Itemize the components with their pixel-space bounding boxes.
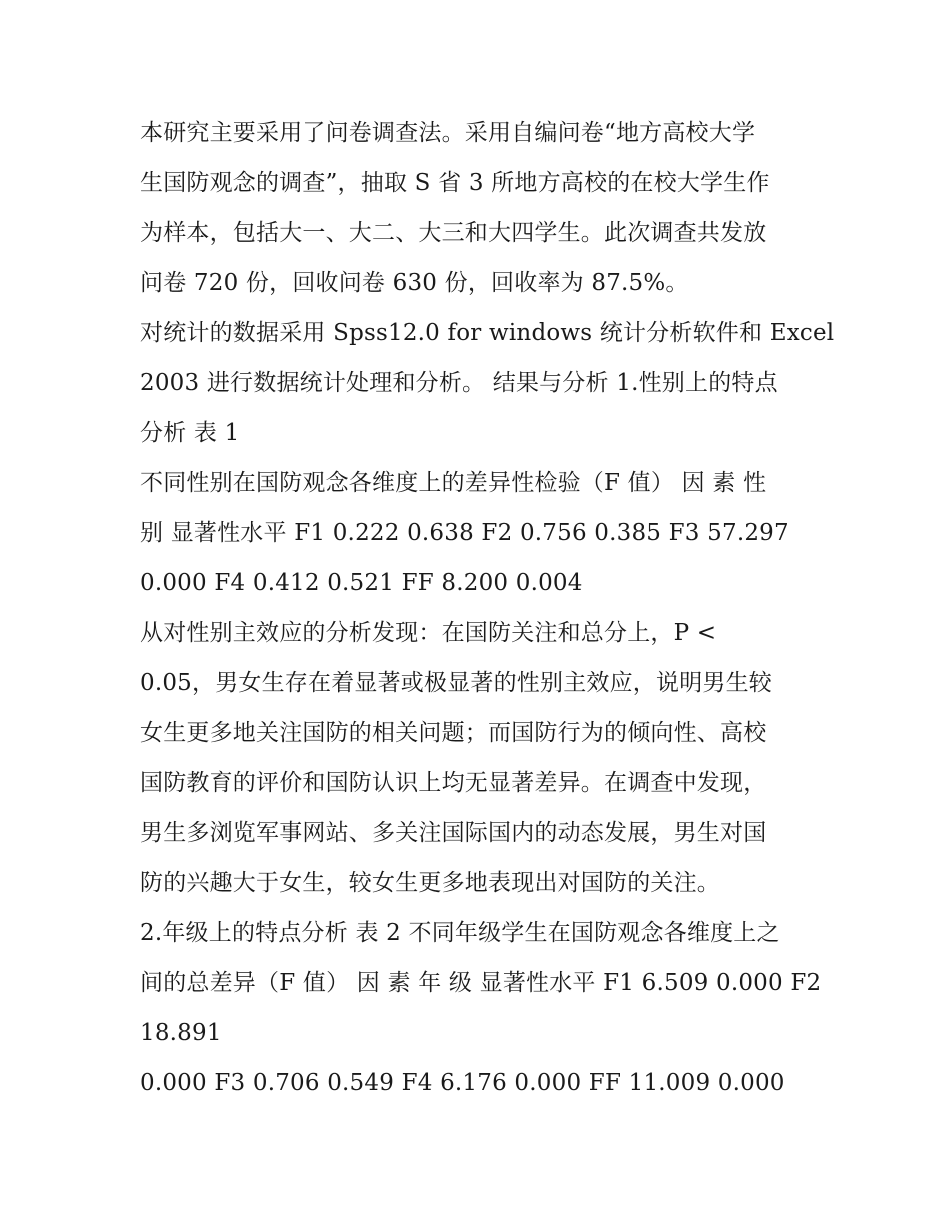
text-line: 国防教育的评价和国防认识上均无显著差异。在调查中发现， <box>140 770 767 796</box>
text-line: 不同性别在国防观念各维度上的差异性检验（F 值） 因 素 性 <box>140 470 767 496</box>
text-line: 分析 表 1 <box>140 420 240 446</box>
text-line: 防的兴趣大于女生，较女生更多地表现出对国防的关注。 <box>140 870 720 896</box>
text-line: 问卷 720 份，回收问卷 630 份，回收率为 87.5%。 <box>140 270 689 296</box>
text-line: 0.000 F3 0.706 0.549 F4 6.176 0.000 FF 11.009 0.000 <box>140 1070 785 1096</box>
text-line: 2003 进行数据统计处理和分析。 结果与分析 1.性别上的特点 <box>140 370 778 396</box>
text-line: 男生多浏览军事网站、多关注国际国内的动态发展，男生对国 <box>140 820 767 846</box>
text-line: 对统计的数据采用 Spss12.0 for windows 统计分析软件和 Excel <box>140 320 835 346</box>
document-body <box>140 108 835 1108</box>
text-line: 生国防观念的调查”，抽取 S 省 3 所地方高校的在校大学生作 <box>140 170 770 196</box>
text-line: 女生更多地关注国防的相关问题；而国防行为的倾向性、高校 <box>140 720 767 746</box>
text-line: 18.891 <box>140 1020 222 1046</box>
text-line: 0.000 F4 0.412 0.521 FF 8.200 0.004 <box>140 570 583 596</box>
text-line: 本研究主要采用了问卷调查法。采用自编问卷“地方高校大学 <box>140 120 756 146</box>
text-line: 别 显著性水平 F1 0.222 0.638 F2 0.756 0.385 F3 57.297 <box>140 520 789 546</box>
text-line: 间的总差异（F 值） 因 素 年 级 显著性水平 F1 6.509 0.000 F2 <box>140 970 822 996</box>
text-line: 0.05，男女生存在着显著或极显著的性别主效应，说明男生较 <box>140 670 773 696</box>
text-line: 从对性别主效应的分析发现：在国防关注和总分上，P < <box>140 620 717 646</box>
text-line: 为样本，包括大一、大二、大三和大四学生。此次调查共发放 <box>140 220 767 246</box>
text-line: 2.年级上的特点分析 表 2 不同年级学生在国防观念各维度上之 <box>140 920 780 946</box>
